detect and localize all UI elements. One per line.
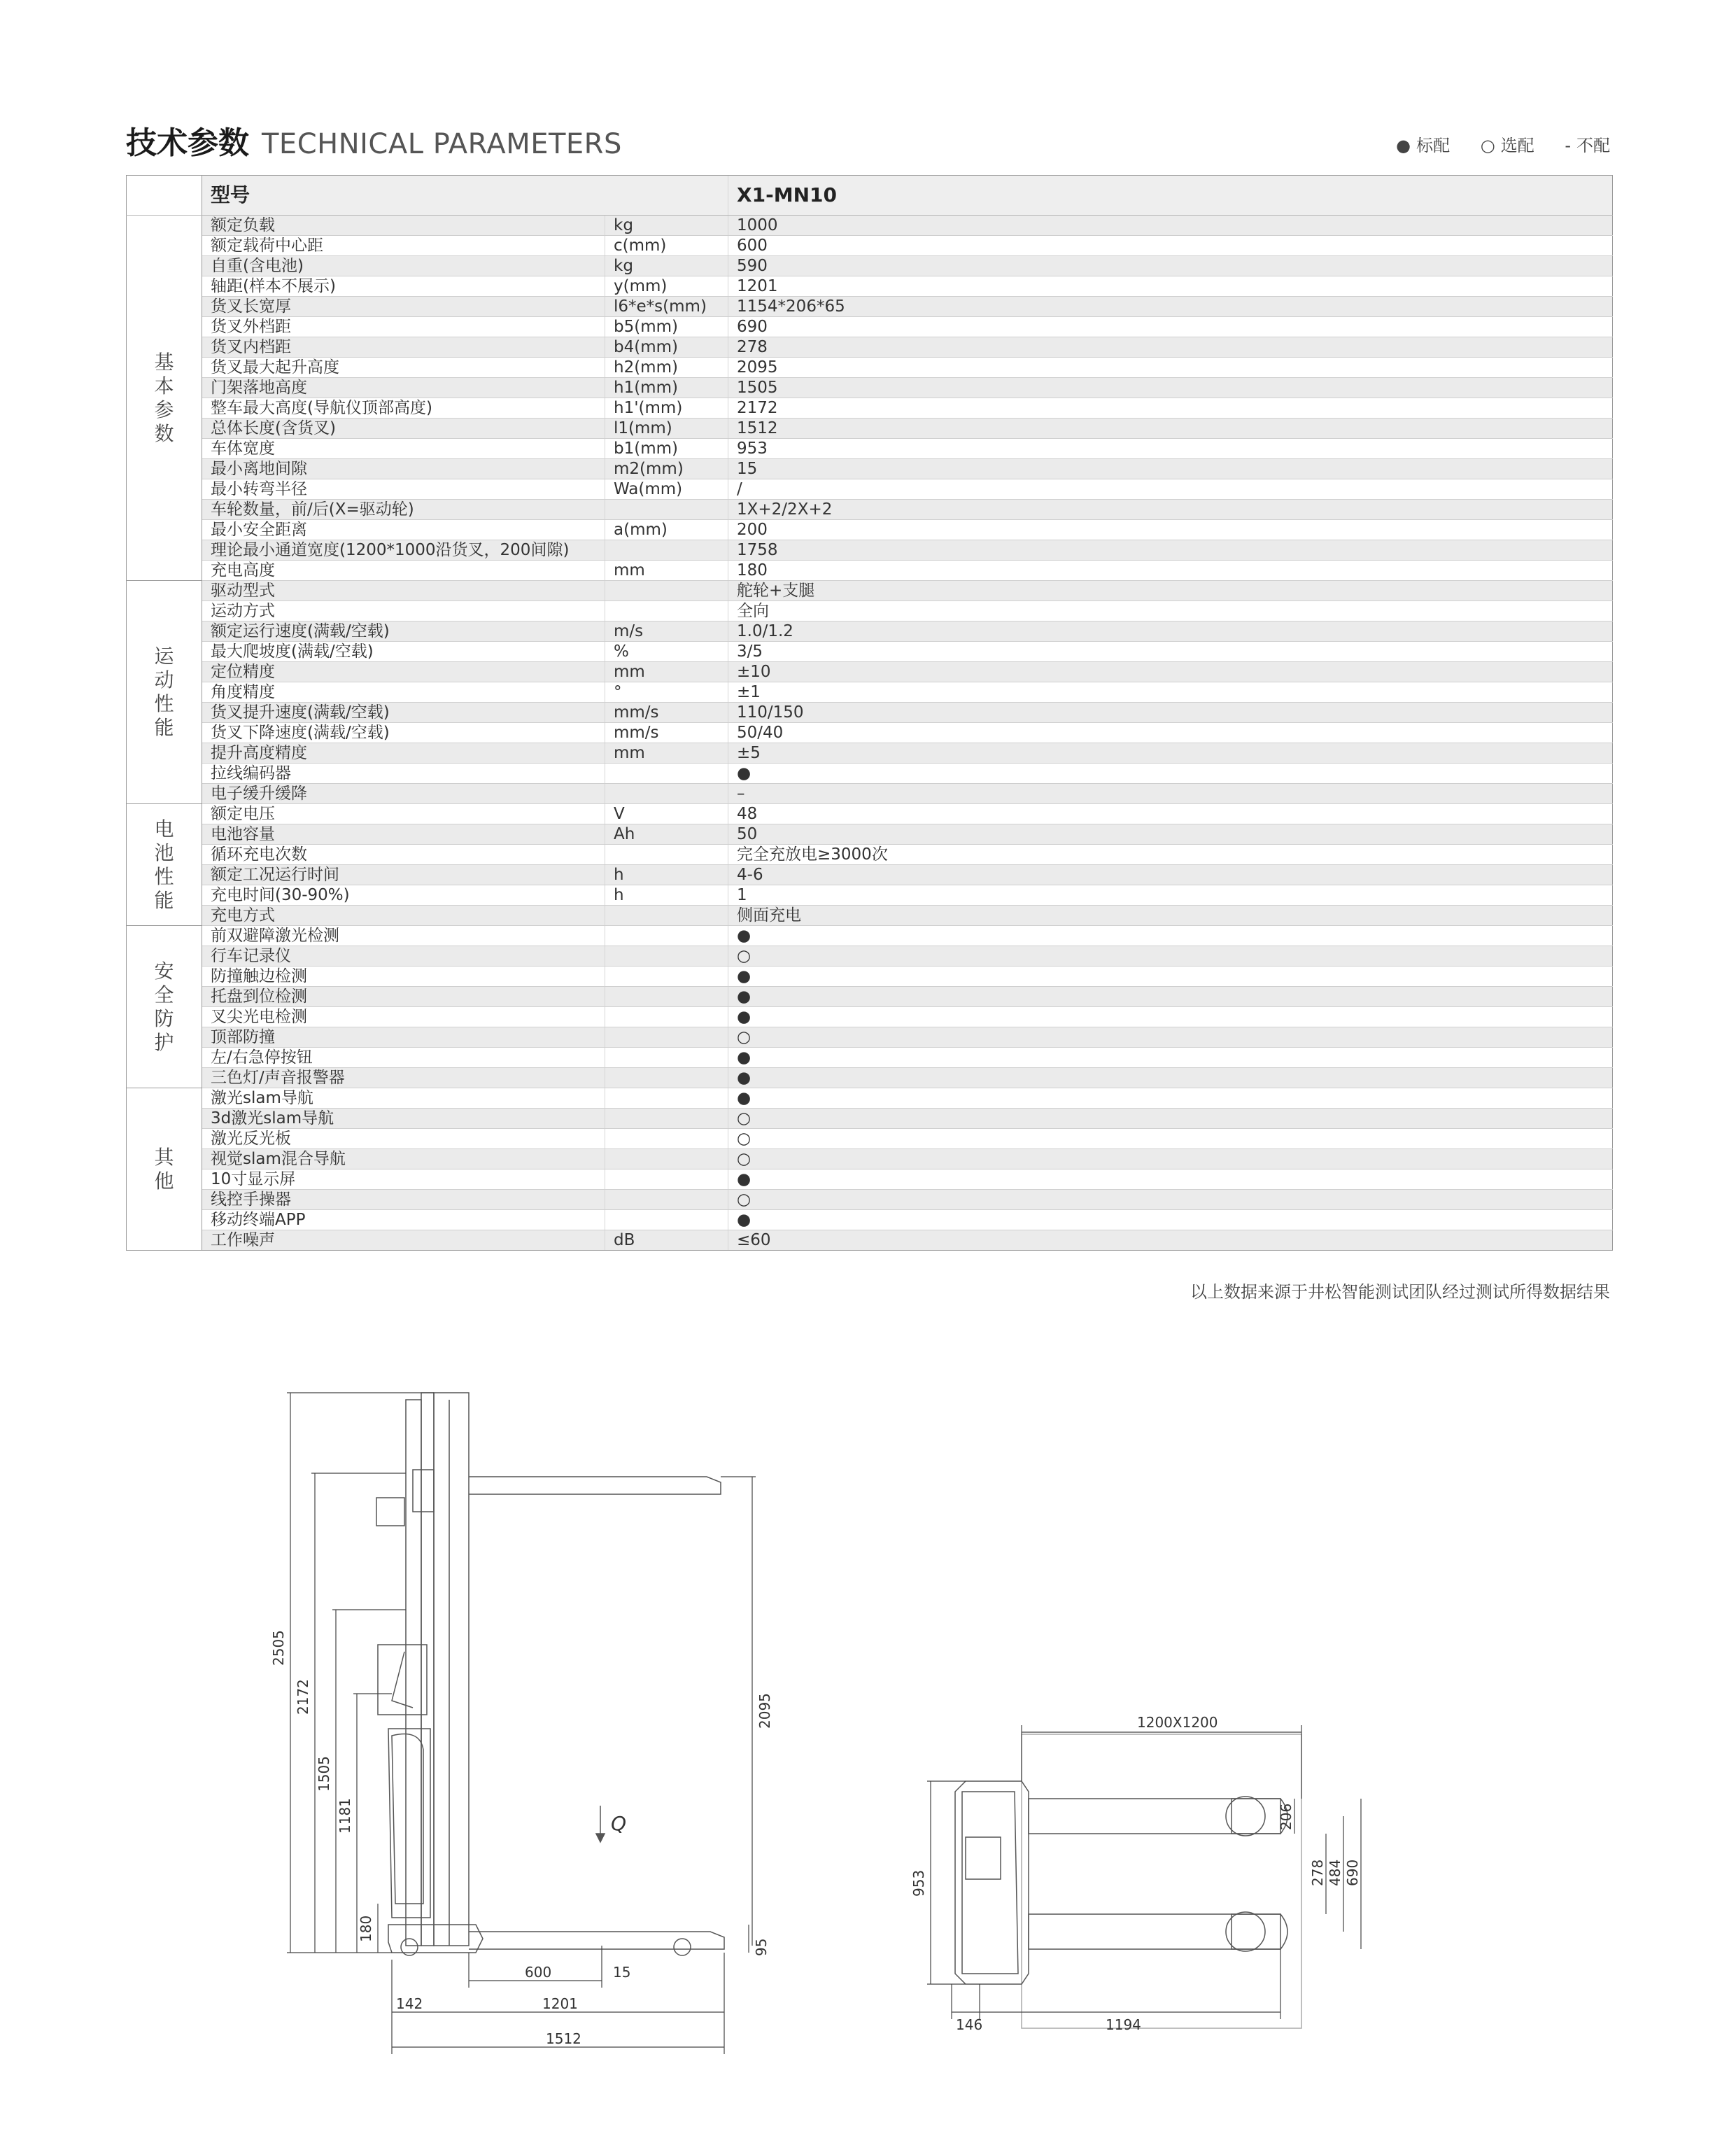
param-value: ● xyxy=(728,1068,1613,1088)
dim-953: 953 xyxy=(910,1869,927,1897)
param-label: 顶部防撞 xyxy=(202,1027,605,1048)
param-value: 48 xyxy=(728,804,1613,824)
param-label: 驱动型式 xyxy=(202,581,605,601)
optional-symbol: ○ xyxy=(1480,136,1495,155)
param-label: 额定载荷中心距 xyxy=(202,236,605,256)
param-unit: l6*e*s(mm) xyxy=(605,297,728,317)
param-label: 额定负载 xyxy=(202,216,605,236)
param-label: 整车最大高度(导航仪顶部高度) xyxy=(202,398,605,419)
title-cn: 技术参数 xyxy=(126,125,249,161)
legend-none: 不配 xyxy=(1576,136,1610,155)
param-unit: h xyxy=(605,885,728,906)
top-view-drawing xyxy=(955,1734,1301,2028)
param-label: 循环充电次数 xyxy=(202,845,605,865)
legend-standard: 标配 xyxy=(1416,136,1451,155)
param-label: 叉尖光电检测 xyxy=(202,1007,605,1027)
param-unit: l1(mm) xyxy=(605,419,728,439)
param-value: 278 xyxy=(728,337,1613,358)
param-label: 线控手操器 xyxy=(202,1190,605,1210)
param-label: 门架落地高度 xyxy=(202,378,605,398)
param-label: 前双避障激光检测 xyxy=(202,926,605,946)
param-value: 15 xyxy=(728,459,1613,479)
param-label: 充电方式 xyxy=(202,906,605,926)
param-value: 1758 xyxy=(728,540,1613,561)
param-value: 侧面充电 xyxy=(728,906,1613,926)
param-label: 货叉长宽厚 xyxy=(202,297,605,317)
param-label: 移动终端APP xyxy=(202,1210,605,1230)
dim-600: 600 xyxy=(525,1964,552,1981)
param-value: 1000 xyxy=(728,216,1613,236)
title-en: TECHNICAL PARAMETERS xyxy=(262,128,622,160)
param-label: 左/右急停按钮 xyxy=(202,1048,605,1068)
param-value: ● xyxy=(728,1210,1613,1230)
param-value: 600 xyxy=(728,236,1613,256)
param-value: 1.0/1.2 xyxy=(728,621,1613,642)
param-value: 4-6 xyxy=(728,865,1613,885)
dim-484: 484 xyxy=(1327,1859,1343,1886)
param-label: 货叉下降速度(满载/空载) xyxy=(202,723,605,743)
dim-2095: 2095 xyxy=(756,1693,773,1729)
param-value: 1505 xyxy=(728,378,1613,398)
none-symbol: - xyxy=(1565,136,1571,155)
param-value: – xyxy=(728,784,1613,804)
param-value: / xyxy=(728,479,1613,500)
param-value: ○ xyxy=(728,1129,1613,1149)
load-q-symbol: Q xyxy=(611,1812,627,1835)
param-value: ● xyxy=(728,1007,1613,1027)
data-source-note: 以上数据来源于井松智能测试团队经过测试所得数据结果 xyxy=(1190,1282,1610,1302)
param-label: 激光反光板 xyxy=(202,1129,605,1149)
top-view-dimension-labels xyxy=(910,1714,1361,2033)
param-value: 全向 xyxy=(728,601,1613,621)
param-value: ○ xyxy=(728,1027,1613,1048)
param-label: 角度精度 xyxy=(202,682,605,703)
param-label: 货叉最大起升高度 xyxy=(202,358,605,378)
param-value: ● xyxy=(728,1048,1613,1068)
param-label: 视觉slam混合导航 xyxy=(202,1149,605,1169)
param-value: 1 xyxy=(728,885,1613,906)
param-value: 2095 xyxy=(728,358,1613,378)
param-unit: V xyxy=(605,804,728,824)
param-value: 3/5 xyxy=(728,642,1613,662)
param-value: ○ xyxy=(728,1109,1613,1129)
param-value: ● xyxy=(728,926,1613,946)
param-label: 额定运行速度(满载/空载) xyxy=(202,621,605,642)
group-label-text: 其他 xyxy=(154,1145,174,1193)
param-label: 车轮数量，前/后(X=驱动轮) xyxy=(202,500,605,520)
param-label: 车体宽度 xyxy=(202,439,605,459)
group-label-text: 电池性能 xyxy=(154,817,174,912)
dim-180: 180 xyxy=(358,1915,374,1942)
param-value: 180 xyxy=(728,561,1613,581)
param-value: 1512 xyxy=(728,419,1613,439)
dim-2505: 2505 xyxy=(270,1630,287,1666)
param-value: ● xyxy=(728,1088,1613,1109)
param-unit: m2(mm) xyxy=(605,459,728,479)
param-value: ±10 xyxy=(728,662,1613,682)
dim-206: 206 xyxy=(1278,1803,1294,1830)
param-label: 提升高度精度 xyxy=(202,743,605,764)
param-unit: mm/s xyxy=(605,703,728,723)
param-unit: h2(mm) xyxy=(605,358,728,378)
param-label: 最小安全距离 xyxy=(202,520,605,540)
dim-1201: 1201 xyxy=(542,1995,578,2012)
param-unit: b1(mm) xyxy=(605,439,728,459)
param-value: ● xyxy=(728,967,1613,987)
param-label: 最小离地间隙 xyxy=(202,459,605,479)
param-unit: mm/s xyxy=(605,723,728,743)
param-label: 自重(含电池) xyxy=(202,256,605,276)
param-label: 货叉外档距 xyxy=(202,317,605,337)
param-value: 50/40 xyxy=(728,723,1613,743)
group-label-text: 运动性能 xyxy=(154,645,174,739)
param-value: ±1 xyxy=(728,682,1613,703)
param-value: 50 xyxy=(728,824,1613,845)
legend-optional: 选配 xyxy=(1500,136,1534,155)
param-label: 运动方式 xyxy=(202,601,605,621)
param-label: 货叉提升速度(满载/空载) xyxy=(202,703,605,723)
param-unit: c(mm) xyxy=(605,236,728,256)
param-value: ● xyxy=(728,1169,1613,1190)
side-view-drawing xyxy=(376,1393,724,1955)
param-value: 1201 xyxy=(728,276,1613,297)
dim-1505: 1505 xyxy=(316,1756,332,1792)
top-view-dimension-lines xyxy=(927,1725,1361,2019)
param-unit: b4(mm) xyxy=(605,337,728,358)
dim-pallet: 1200X1200 xyxy=(1137,1714,1218,1731)
param-label: 防撞触边检测 xyxy=(202,967,605,987)
param-label: 托盘到位检测 xyxy=(202,987,605,1007)
param-label: 总体长度(含货叉) xyxy=(202,419,605,439)
param-unit: kg xyxy=(605,256,728,276)
dim-95: 95 xyxy=(753,1938,770,1956)
dim-278: 278 xyxy=(1309,1859,1326,1886)
param-unit: a(mm) xyxy=(605,520,728,540)
dim-1194: 1194 xyxy=(1106,2016,1141,2033)
param-value: ○ xyxy=(728,1190,1613,1210)
group-label-text: 基本参数 xyxy=(154,350,174,445)
dim-690: 690 xyxy=(1344,1859,1361,1886)
param-label: 激光slam导航 xyxy=(202,1088,605,1109)
param-value: 590 xyxy=(728,256,1613,276)
param-value: 2172 xyxy=(728,398,1613,419)
group-label-text: 安全防护 xyxy=(154,959,174,1054)
param-unit: kg xyxy=(605,216,728,236)
param-value: 690 xyxy=(728,317,1613,337)
param-label: 电池容量 xyxy=(202,824,605,845)
param-label: 电子缓升缓降 xyxy=(202,784,605,804)
param-value: 1X+2/2X+2 xyxy=(728,500,1613,520)
param-unit: Wa(mm) xyxy=(605,479,728,500)
dim-2172: 2172 xyxy=(295,1679,311,1715)
dim-1181: 1181 xyxy=(337,1798,353,1834)
param-unit: mm xyxy=(605,743,728,764)
dim-15: 15 xyxy=(613,1964,631,1981)
param-unit: ° xyxy=(605,682,728,703)
dim-142: 142 xyxy=(396,1995,423,2012)
param-unit: dB xyxy=(605,1230,728,1251)
side-view-dimension-labels xyxy=(270,1630,773,2047)
dim-1512: 1512 xyxy=(546,2030,581,2047)
param-label: 充电时间(30-90%) xyxy=(202,885,605,906)
param-value: 200 xyxy=(728,520,1613,540)
param-value: 953 xyxy=(728,439,1613,459)
model-label: 型号 xyxy=(202,176,728,216)
model-value: X1-MN10 xyxy=(728,176,1613,216)
standard-symbol: ● xyxy=(1396,136,1411,155)
param-label: 货叉内档距 xyxy=(202,337,605,358)
param-value: 舵轮+支腿 xyxy=(728,581,1613,601)
param-unit: h1(mm) xyxy=(605,378,728,398)
param-value: ● xyxy=(728,987,1613,1007)
param-value: ○ xyxy=(728,1149,1613,1169)
param-label: 工作噪声 xyxy=(202,1230,605,1251)
param-value: ≤60 xyxy=(728,1230,1613,1251)
param-label: 定位精度 xyxy=(202,662,605,682)
param-label: 额定电压 xyxy=(202,804,605,824)
param-label: 额定工况运行时间 xyxy=(202,865,605,885)
param-value: 完全充放电≥3000次 xyxy=(728,845,1613,865)
param-value: ○ xyxy=(728,946,1613,967)
param-label: 三色灯/声音报警器 xyxy=(202,1068,605,1088)
param-value: ● xyxy=(728,764,1613,784)
param-label: 理论最小通道宽度(1200*1000沿货叉，200间隙) xyxy=(202,540,605,561)
param-label: 3d激光slam导航 xyxy=(202,1109,605,1129)
param-unit: h1'(mm) xyxy=(605,398,728,419)
param-label: 拉线编码器 xyxy=(202,764,605,784)
param-unit: h xyxy=(605,865,728,885)
param-unit: y(mm) xyxy=(605,276,728,297)
param-unit: Ah xyxy=(605,824,728,845)
param-label: 充电高度 xyxy=(202,561,605,581)
param-unit: b5(mm) xyxy=(605,317,728,337)
param-value: 1154*206*65 xyxy=(728,297,1613,317)
param-unit: mm xyxy=(605,561,728,581)
param-label: 轴距(样本不展示) xyxy=(202,276,605,297)
param-label: 最大爬坡度(满载/空载) xyxy=(202,642,605,662)
param-label: 最小转弯半径 xyxy=(202,479,605,500)
param-unit: m/s xyxy=(605,621,728,642)
param-label: 行车记录仪 xyxy=(202,946,605,967)
dim-146: 146 xyxy=(956,2016,983,2033)
param-value: 110/150 xyxy=(728,703,1613,723)
param-value: ±5 xyxy=(728,743,1613,764)
param-unit: mm xyxy=(605,662,728,682)
param-unit: % xyxy=(605,642,728,662)
param-label: 10寸显示屏 xyxy=(202,1169,605,1190)
